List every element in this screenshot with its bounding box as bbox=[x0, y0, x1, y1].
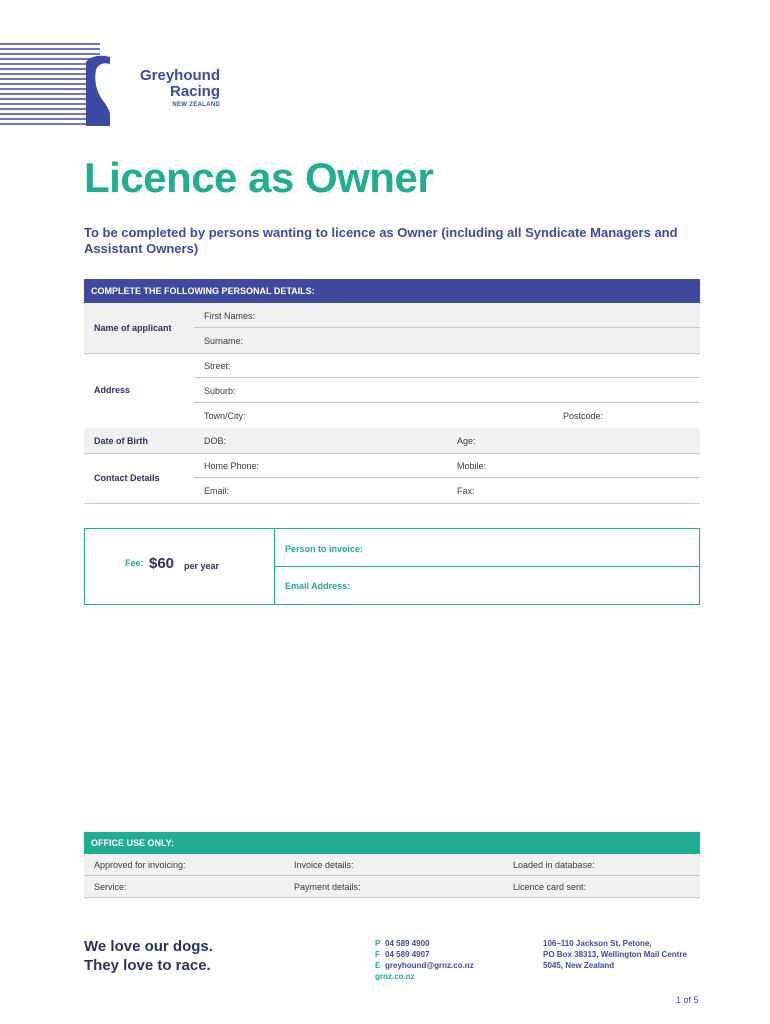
mobile-label: Mobile: bbox=[457, 461, 487, 471]
surname-label: Surname: bbox=[204, 336, 244, 346]
fee-period: per year bbox=[184, 561, 220, 571]
footer-tagline bbox=[84, 937, 213, 975]
fee-divider bbox=[275, 566, 699, 567]
logo-speed-lines bbox=[0, 40, 110, 128]
surname-row[interactable] bbox=[84, 328, 700, 353]
contact-details-label: Contact Details bbox=[94, 473, 160, 483]
fax-number: 04 589 4907 bbox=[385, 950, 430, 959]
footer-contact bbox=[375, 938, 474, 982]
street-row[interactable] bbox=[84, 353, 700, 378]
age-label: Age: bbox=[457, 436, 476, 446]
person-to-invoice-field[interactable]: Person to invoice: bbox=[285, 544, 364, 554]
phone-number[interactable]: 04 589 4900 bbox=[385, 939, 430, 948]
fee-label: Fee: bbox=[125, 558, 144, 568]
name-of-applicant-label: Name of applicant bbox=[94, 323, 172, 333]
grnz-logo bbox=[0, 40, 230, 130]
email-row[interactable] bbox=[84, 478, 700, 503]
service-label: Service: bbox=[94, 882, 127, 892]
licence-card-sent-label: Licence card sent: bbox=[513, 882, 587, 892]
office-use-table bbox=[84, 854, 700, 898]
fee-amount: $60 bbox=[149, 555, 175, 572]
address-label: Address bbox=[94, 385, 131, 395]
office-row bbox=[84, 854, 700, 876]
website-link[interactable]: grnz.co.nz bbox=[375, 972, 415, 981]
approved-for-invoicing-label: Approved for invoicing: bbox=[94, 860, 186, 870]
logo-line-racing: Racing bbox=[169, 83, 220, 100]
fax-line bbox=[375, 949, 474, 960]
address-line-1: 106–110 Jackson St, Petone, bbox=[543, 939, 652, 948]
first-names-label: First Names: bbox=[204, 311, 256, 321]
loaded-in-database-label: Loaded in database: bbox=[513, 860, 595, 870]
date-of-birth-label: Date of Birth bbox=[94, 436, 148, 446]
page-number: 1 of 5 bbox=[676, 995, 699, 1005]
fax-key: F bbox=[375, 950, 380, 959]
email-line bbox=[375, 960, 474, 971]
suburb-label: Suburb: bbox=[204, 386, 236, 396]
phone-key: P bbox=[375, 939, 381, 948]
dob-row[interactable] bbox=[84, 428, 700, 453]
personal-details-table bbox=[84, 303, 700, 503]
page-title: Licence as Owner bbox=[84, 154, 434, 201]
logo-line-greyhound: Greyhound bbox=[139, 67, 220, 84]
address-line-2: PO Box 38313, Wellington Mail Centre bbox=[543, 950, 687, 959]
home-phone-label: Home Phone: bbox=[204, 461, 260, 471]
town-city-row[interactable] bbox=[84, 403, 700, 428]
address-line-3: 5045, New Zealand bbox=[543, 961, 615, 970]
email-address-field[interactable]: Email Address: bbox=[285, 581, 351, 591]
logo-line-new-zealand: NEW ZEALAND bbox=[172, 102, 220, 108]
footer-address bbox=[543, 938, 687, 971]
postcode-label: Postcode: bbox=[563, 411, 604, 421]
email-label: Email: bbox=[204, 486, 230, 496]
phone-line bbox=[375, 938, 474, 949]
email-link[interactable]: greyhound@grnz.co.nz bbox=[385, 961, 474, 970]
personal-details-header: COMPLETE THE FOLLOWING PERSONAL DETAILS: bbox=[84, 279, 700, 303]
email-key: E bbox=[375, 961, 381, 970]
tagline-line-2: They love to race. bbox=[84, 957, 211, 974]
payment-details-label: Payment details: bbox=[294, 882, 361, 892]
fax-label: Fax: bbox=[457, 486, 475, 496]
suburb-row[interactable] bbox=[84, 378, 700, 403]
fee-box bbox=[84, 528, 700, 605]
logo-wordmark bbox=[130, 68, 220, 108]
dob-label: DOB: bbox=[204, 436, 227, 446]
phone-row[interactable] bbox=[84, 453, 700, 478]
tagline-line-1: We love our dogs. bbox=[84, 938, 213, 955]
street-label: Street: bbox=[204, 361, 231, 371]
town-city-label: Town/City: bbox=[204, 411, 246, 421]
page-subtitle: To be completed by persons wanting to licence as Owner (including all Syndicate Managers and Assistant Owners) bbox=[84, 225, 678, 256]
first-names-row[interactable] bbox=[84, 303, 700, 328]
office-row bbox=[84, 876, 700, 898]
fee-panel bbox=[85, 529, 275, 604]
divider bbox=[84, 503, 700, 504]
office-use-header: OFFICE USE ONLY: bbox=[84, 832, 700, 854]
invoice-details-label: Invoice details: bbox=[294, 860, 354, 870]
